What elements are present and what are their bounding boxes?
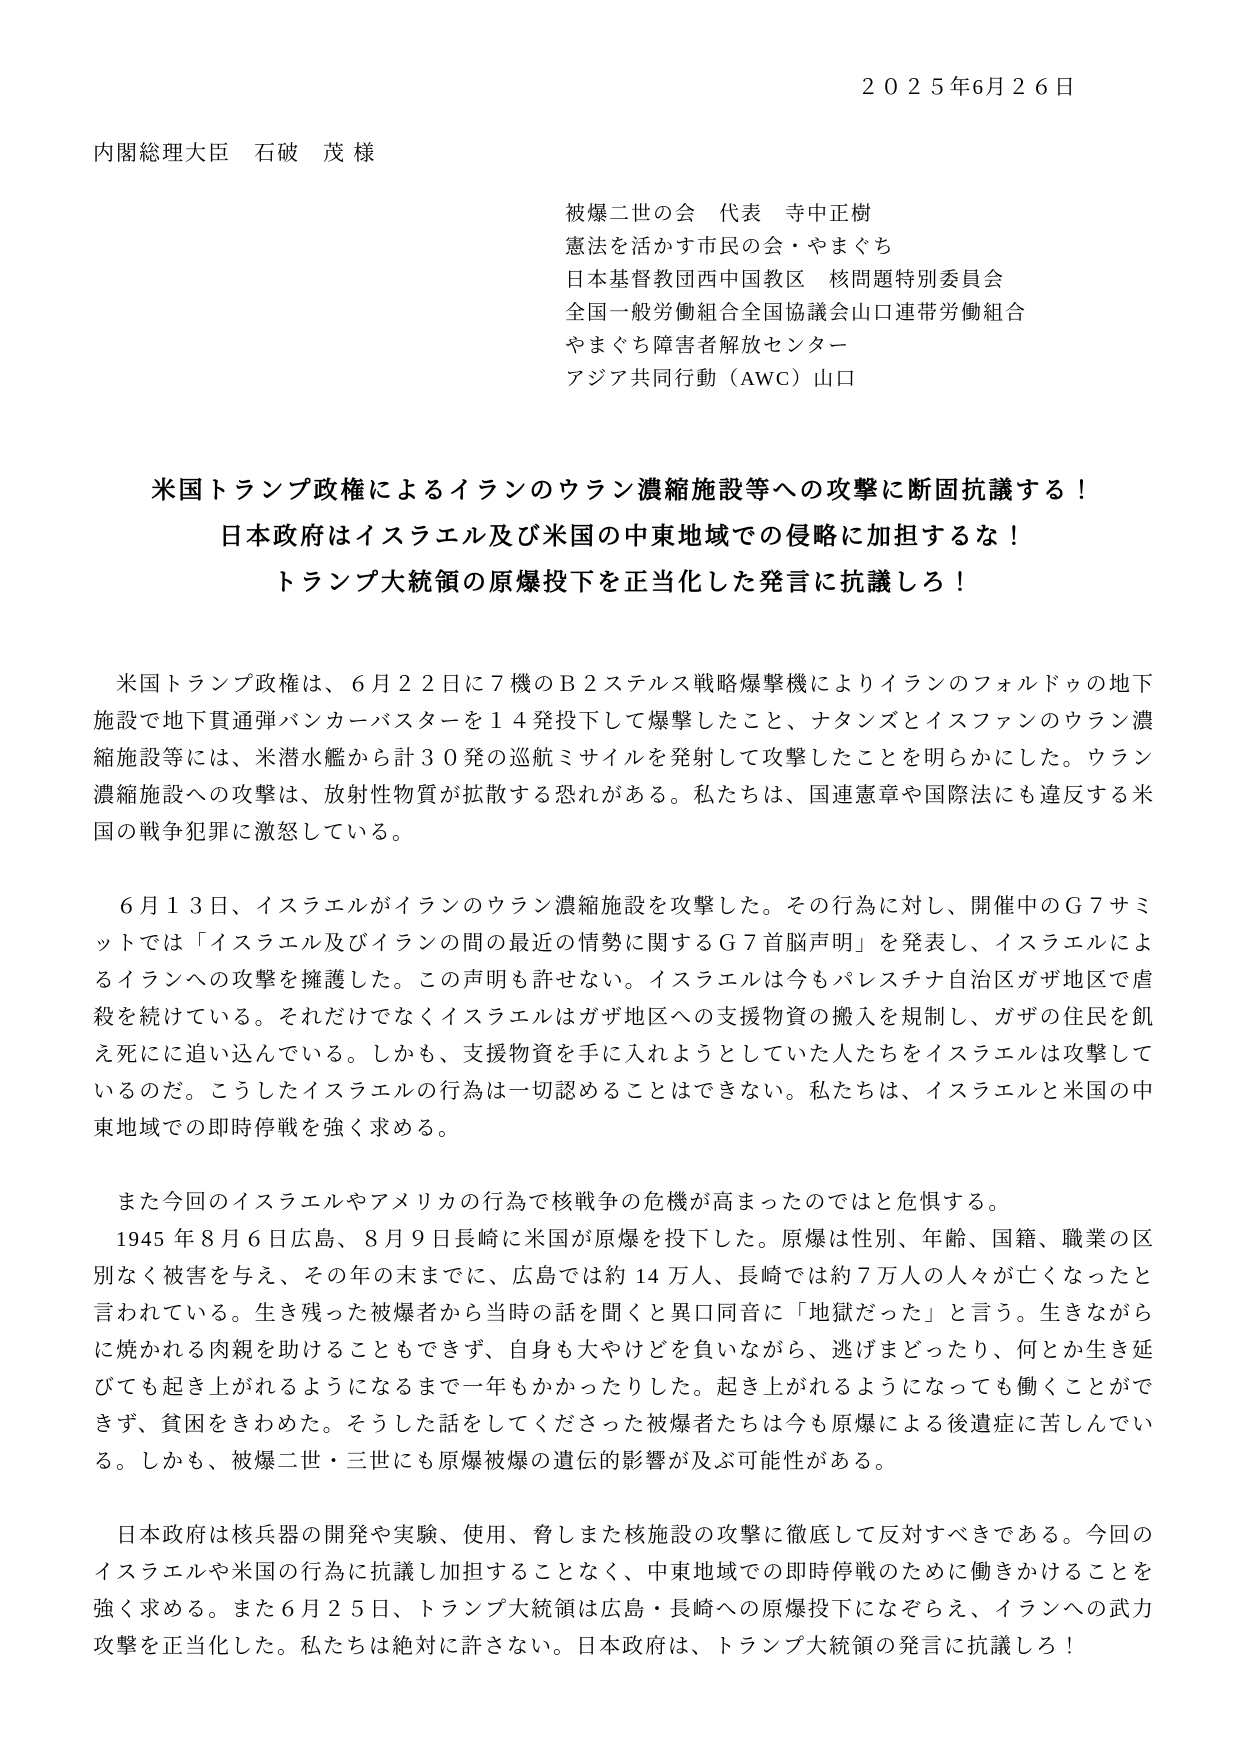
title-line: 米国トランプ政権によるイランのウラン濃縮施設等への攻撃に断固抗議する！: [151, 478, 1097, 504]
paragraph: また今回のイスラエルやアメリカの行為で核戦争の危機が高まったのではと危惧する。: [116, 1190, 1012, 1214]
sender-line: 憲法を活かす市民の会・やまぐち: [565, 236, 895, 258]
paragraph: 米国トランプ政権は、６月２２日に７機のＢ２ステルス戦略爆撃機によりイランのフォルドゥの地下施設で地下貫通弾バンカーバスターを１４発投下して爆撃したこと、ナタンズとイスファンのウラン濃縮施設等には、米潜水艦から計３０発の巡航ミサイルを発射して攻撃したことを明らかにした。ウラン濃縮施設への攻撃は、放射性物質が拡散する恐れがある。私たちは、国連憲章や国際法にも違反する米国の戦争犯罪に激怒している。: [93, 672, 1155, 844]
statement-title: [93, 468, 1155, 606]
document-date: ２０２５年6月２６日: [857, 75, 1077, 99]
sender-list: [565, 198, 1155, 396]
statement-body: [93, 666, 1155, 1665]
paragraph: 日本政府は核兵器の開発や実験、使用、脅しまた核施設の攻撃に徹底して反対すべきである。今回のイスラエルや米国の行為に抗議し加担することなく、中東地域での即時停戦のために働きかけることを強く求める。また６月２５日、トランプ大統領は広島・長崎への原爆投下になぞらえ、イランへの武力攻撃を正当化した。私たちは絶対に許さない。日本政府は、トランプ大統領の発言に抗議しろ！: [93, 1523, 1155, 1658]
sender-line: 全国一般労働組合全国協議会山口連帯労働組合: [565, 302, 1027, 324]
title-line: 日本政府はイスラエル及び米国の中東地域での侵略に加担するな！: [219, 524, 1029, 550]
sender-line: やまぐち障害者解放センター: [565, 335, 851, 357]
paragraph: 1945 年８月６日広島、８月９日長崎に米国が原爆を投下した。原爆は性別、年齢、国籍、職業の区別なく被害を与え、その年の末までに、広島では約 14 万人、長崎では約７万人の人々が亡くなったと言われている。生き残った被爆者から当時の話を聞くと異口同音に「地獄だった」と言う。生きながらに焼かれる肉親を助けることもできず、自身も大やけどを負いながら、逃げまどったり、何とか生き延びても起き上がれるようになるまで一年もかかったりした。起き上がれるようになっても働くことができず、貧困をきわめた。そうした話をしてくださった被爆者たちは今も原爆による後遺症に苦しんでいる。しかも、被爆二世・三世にも原爆被爆の遺伝的影響が及ぶ可能性がある。: [93, 1227, 1155, 1473]
sender-line: 日本基督教団西中国教区 核問題特別委員会: [565, 269, 1005, 291]
sender-line: 被爆二世の会 代表 寺中正樹: [565, 203, 873, 225]
addressee: 内閣総理大臣 石破 茂 様: [93, 141, 377, 165]
sender-line: アジア共同行動（AWC）山口: [565, 368, 858, 390]
paragraph: ６月１３日、イスラエルがイランのウラン濃縮施設を攻撃した。その行為に対し、開催中のＧ７サミットでは「イスラエル及びイランの間の最近の情勢に関するＧ７首脳声明」を発表し、イスラエルによるイランへの攻撃を擁護した。この声明も許せない。イスラエルは今もパレスチナ自治区ガザ地区で虐殺を続けている。それだけでなくイスラエルはガザ地区への支援物資の搬入を規制し、ガザの住民を飢え死にに追い込んでいる。しかも、支援物資を手に入れようとしていた人たちをイスラエルは攻撃しているのだ。こうしたイスラエルの行為は一切認めることはできない。私たちは、イスラエルと米国の中東地域での即時停戦を強く求める。: [93, 894, 1155, 1140]
title-line: トランプ大統領の原爆投下を正当化した発言に抗議しろ！: [273, 570, 975, 596]
